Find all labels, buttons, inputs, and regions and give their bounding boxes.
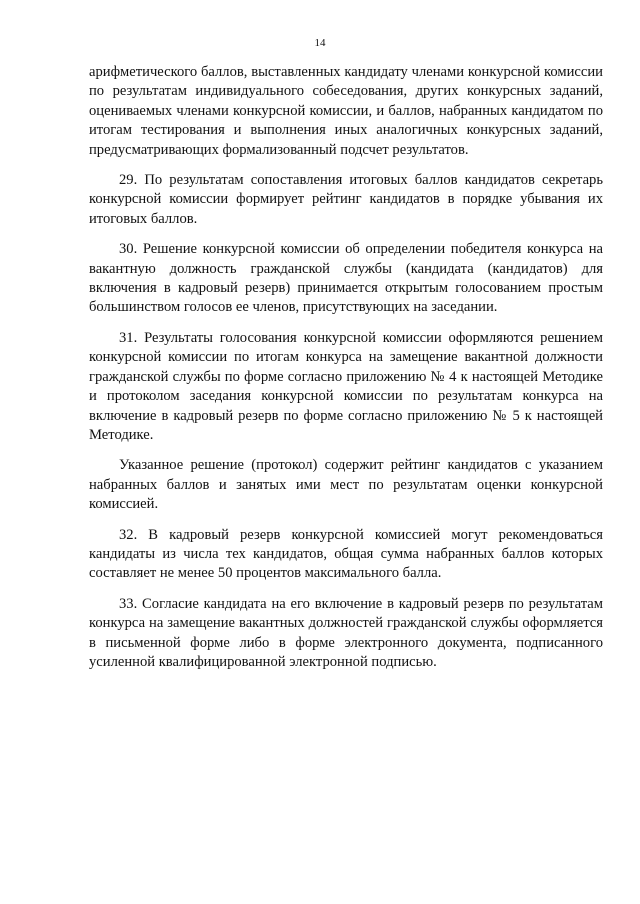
paragraph-continuation: арифметического баллов, выставленных кандидату членами конкурсной комиссии по результатам индивидуального собеседования, других конкурсных заданий, оцениваемых членами конкурсной комиссии, и баллов, набранных кандидатом по итогам тестирования и выполнения иных аналогичных конкурсных заданий, предусматривающих формализованный подсчет результатов. [89, 64, 603, 158]
paragraph-31: 31. Результаты голосования конкурсной комиссии оформляются решением конкурсной комиссии по итогам конкурса на замещение вакантной должности гражданской службы по форме согласно приложению № 4 к настоящей Методике и протоколом заседания конкурсной комиссии по результатам конкурса на включение в кадровый резерв по форме согласно приложению № 5 к настоящей Методике. [89, 329, 603, 443]
document-body [89, 63, 603, 672]
page-number: 14 [314, 37, 326, 49]
paragraph-32: 32. В кадровый резерв конкурсной комиссией могут рекомендоваться кандидаты из числа тех кандидатов, общая сумма набранных баллов которых составляет не менее 50 процентов максимального балла. [89, 526, 603, 582]
paragraph-33: 33. Согласие кандидата на его включение в кадровый резерв по результатам конкурса на замещение вакантных должностей гражданской службы оформляется в письменной форме либо в форме электронного документа, подписанного усиленной квалифицированной электронной подписью. [89, 595, 603, 670]
paragraph-30: 30. Решение конкурсной комиссии об определении победителя конкурса на вакантную должность гражданской службы (кандидата (кандидатов) для включения в кадровый резерв) принимается открытым голосованием простым большинством голосов ее членов, присутствующих на заседании. [89, 241, 603, 316]
paragraph-29: 29. По результатам сопоставления итоговых баллов кандидатов секретарь конкурсной комиссии формирует рейтинг кандидатов в порядке убывания их итоговых баллов. [89, 172, 603, 227]
paragraph-decision-note: Указанное решение (протокол) содержит рейтинг кандидатов с указанием набранных баллов и занятых ими мест по результатам оценки конкурсной комиссией. [89, 457, 603, 513]
